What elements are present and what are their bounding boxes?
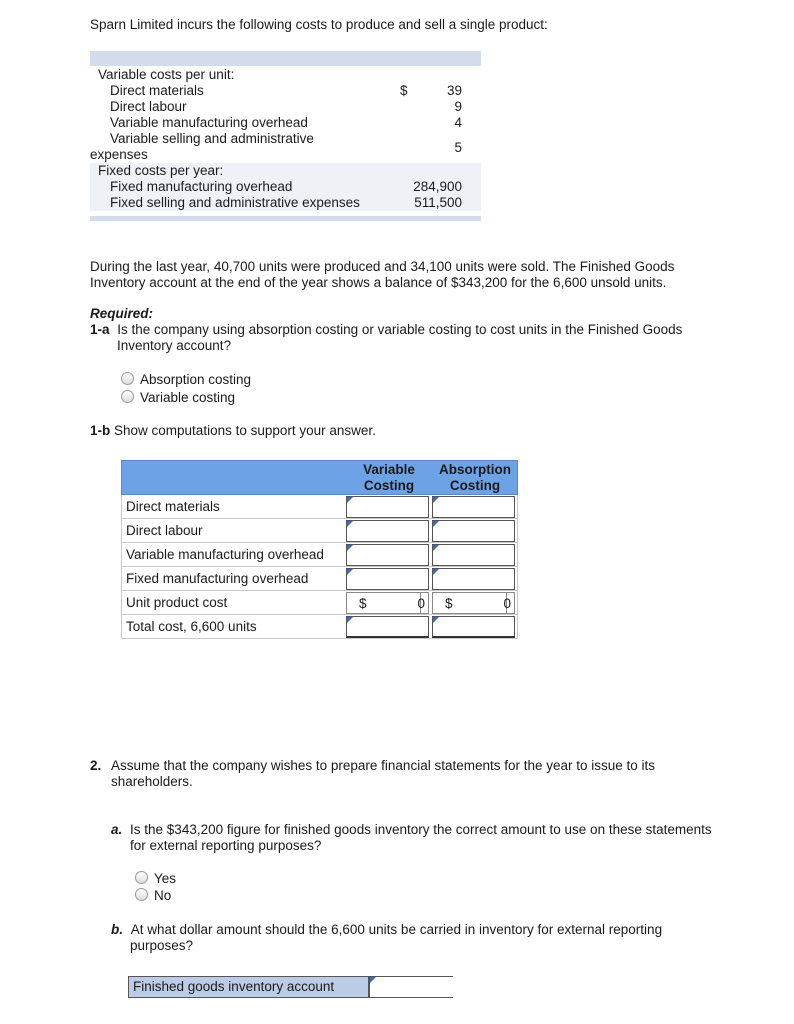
cost-table-bottom-bar [90,216,481,221]
direct-materials-row [90,83,481,99]
table-row [122,567,517,591]
question-1b [90,423,376,438]
radio-circle-icon[interactable] [121,390,134,403]
variable-costs-header: Variable costs per unit: [98,67,235,82]
radio-circle-icon[interactable] [121,372,134,385]
radio-absorption-label: Absorption costing [140,372,252,387]
q1a-number: 1-a [90,322,110,337]
fixed-mfg-overhead-label: Fixed manufacturing overhead [110,179,293,194]
radio-absorption-costing[interactable] [121,371,251,388]
variable-fixed-mfg-overhead-input[interactable] [346,568,429,590]
q1a-text-line1: Is the company using absorption costing or variable costing to cost units in the Finished Goods [117,322,683,337]
absorption-direct-labour-input[interactable] [432,520,515,542]
table-row [122,543,517,567]
row-label-direct-labour: Direct labour [126,523,203,538]
q1b-number: 1-b [90,423,111,438]
question-2b [111,922,662,937]
scenario-line-2: Inventory account at the end of the year shows a balance of $343,200 for the 6,600 unsold units. [90,275,667,290]
radio-yes-label: Yes [154,871,177,886]
absorption-total-cost-input[interactable] [432,616,515,638]
computation-table [121,460,518,639]
table-row [122,519,517,543]
row-label-var-mfg-overhead: Variable manufacturing overhead [126,547,324,562]
radio-no-label: No [154,888,172,903]
input-marker-icon [370,977,376,983]
col-absorption-line2: Costing [449,478,501,493]
absorption-unit-cost-value: 0 [503,596,511,611]
input-marker-icon [433,617,439,623]
variable-unit-cost-value: 0 [417,596,425,611]
input-marker-icon [347,617,353,623]
q2-text-line2: shareholders. [111,774,193,789]
radio-no[interactable] [135,887,171,904]
vsga-value: 5 [454,140,462,155]
intro-text: Sparn Limited incurs the following costs to produce and sell a single product: [90,17,548,32]
computation-table-header [121,460,518,495]
dm-value: 39 [446,83,462,98]
var-sga-row [90,131,481,163]
var-mfg-overhead-label: Variable manufacturing overhead [110,115,308,130]
row-label-direct-materials: Direct materials [126,499,220,514]
variable-costs-header-row [90,66,481,83]
question-1a [90,322,682,338]
cost-table-top-bar [90,51,481,66]
q2b-number: b. [111,922,123,937]
fixed-sga-label: Fixed selling and administrative expenses [110,195,360,210]
scenario-paragraph [90,259,730,291]
q2a-text-line1: Is the $343,200 figure for finished goods inventory the correct amount to use on these statements [130,822,712,837]
q2a-text-line2: for external reporting purposes? [130,838,322,853]
radio-circle-icon[interactable] [135,888,148,901]
absorption-var-mfg-overhead-input[interactable] [432,544,515,566]
variable-var-mfg-overhead-input[interactable] [346,544,429,566]
table-row [122,495,517,519]
absorption-direct-materials-input[interactable] [432,496,515,518]
radio-circle-icon[interactable] [135,871,148,884]
table-row [122,615,517,639]
question-2a [111,822,712,837]
variable-total-cost-input[interactable] [346,616,429,638]
variable-direct-labour-input[interactable] [346,520,429,542]
input-marker-icon [347,497,353,503]
q1b-text: Show computations to support your answer. [114,423,376,438]
radio-variable-costing[interactable] [121,389,235,406]
finished-goods-input[interactable] [368,977,454,997]
direct-labour-row [90,99,481,115]
var-sga-label-line2: expenses [90,147,148,162]
scenario-line-1: During the last year, 40,700 units were produced and 34,100 units were sold. The Finished Goods [90,259,675,274]
q2-text-line1: Assume that the company wishes to prepare financial statements for the year to issue to its [111,758,656,773]
row-label-fixed-mfg-overhead: Fixed manufacturing overhead [126,571,309,586]
fixed-mfg-overhead-row [90,179,481,195]
q2b-text-line1: At what dollar amount should the 6,600 units be carried in inventory for external reporting [130,922,663,937]
vmo-value: 4 [454,115,462,130]
required-heading: Required: [90,306,154,321]
col-absorption-costing [432,462,518,493]
finished-goods-row [128,976,453,998]
currency-symbol: $ [445,596,453,611]
input-marker-icon [347,569,353,575]
radio-variable-label: Variable costing [140,390,236,405]
var-mfg-overhead-row [90,115,481,131]
col-absorption-line1: Absorption [439,462,511,477]
fsga-value: 511,500 [414,195,462,210]
absorption-fixed-mfg-overhead-input[interactable] [432,568,515,590]
input-marker-icon [433,569,439,575]
q2b-text-line2: purposes? [130,938,194,953]
variable-unit-cost-output [346,592,429,614]
dl-value: 9 [454,99,462,114]
q2a-number: a. [111,822,123,837]
finished-goods-label: Finished goods inventory account [129,977,368,997]
row-label-total-cost: Total cost, 6,600 units [126,619,257,634]
dm-currency: $ [400,83,408,98]
col-variable-costing [346,462,432,493]
input-marker-icon [347,521,353,527]
radio-yes[interactable] [135,870,176,887]
fixed-costs-header-row [90,163,481,179]
input-marker-icon [347,545,353,551]
input-marker-icon [433,521,439,527]
currency-symbol: $ [359,596,367,611]
input-marker-icon [433,497,439,503]
var-sga-label-line1: Variable selling and administrative [110,131,314,146]
input-marker-icon [433,545,439,551]
cost-info-table [90,51,481,221]
fixed-sga-row [90,195,481,211]
col-variable-line1: Variable [363,462,415,477]
table-row [122,591,517,615]
direct-labour-label: Direct labour [110,99,187,114]
fmo-value: 284,900 [413,179,462,194]
variable-direct-materials-input[interactable] [346,496,429,518]
row-label-unit-product-cost: Unit product cost [126,595,228,610]
q2-number: 2. [90,758,102,773]
q1a-text-line2: Inventory account? [117,338,232,353]
direct-materials-label: Direct materials [110,83,204,98]
fixed-costs-header: Fixed costs per year: [98,163,224,178]
col-variable-line2: Costing [363,478,415,493]
question-2 [90,758,655,773]
absorption-unit-cost-output [432,592,515,614]
